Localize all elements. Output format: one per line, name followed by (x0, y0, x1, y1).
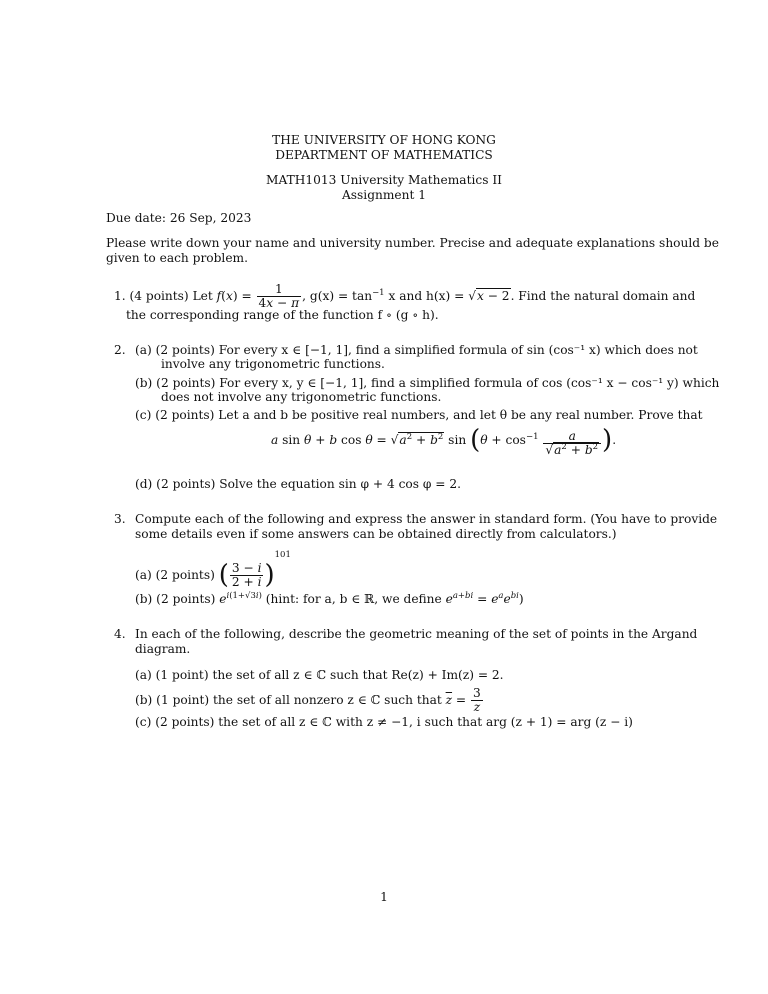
question-2b-line-1: (b) (2 points) For every x, y ∈ [−1, 1], find a simplified formula of cos (cos⁻¹ x − cos⁻¹ y) which (135, 376, 720, 390)
university-name: THE UNIVERSITY OF HONG KONG (272, 133, 496, 147)
question-3a: (a) (2 points) ( $\frac{3 - i}{2 + i}$ )$^{101}$ (135, 550, 291, 590)
question-1-g-def: , g(x) = tan (302, 289, 373, 303)
question-3-line-1: Compute each of the following and express the answer in standard form. (You have to provide (135, 512, 718, 526)
question-3a-exponent: 101 (274, 550, 291, 560)
instructions-line-1: Please write down your name and university number. Precise and adequate explanations should be (106, 236, 719, 250)
question-3-number: 3. (114, 512, 126, 526)
question-2a-line-1: (a) (2 points) For every x ∈ [−1, 1], find a simplified formula of sin (cos⁻¹ x) which does not (135, 343, 698, 357)
department-name: DEPARTMENT OF MATHEMATICS (275, 148, 493, 162)
question-4-number: 4. (114, 627, 126, 641)
question-2d-line: (d) (2 points) Solve the equation sin φ + 4 cos φ = 2. (135, 477, 462, 491)
question-3b-label: (b) (2 points) (135, 592, 216, 606)
question-4-line-2: diagram. (135, 642, 191, 656)
assignment-title: Assignment 1 (341, 188, 426, 202)
instructions-line-2: given to each problem. (106, 251, 248, 265)
question-1-line-1: 1. (4 points) Let f(x) = $\frac{1}{4x - \pi}$ , $g(x) = \tan^{-1} x$ and h(x) = √x − 2. Find the natural domain and (114, 282, 696, 310)
question-2b-line-2: does not involve any trigonometric functions. (161, 390, 442, 404)
question-2-number: 2. (114, 343, 126, 357)
question-4-line-1: In each of the following, describe the geometric meaning of the set of points in the Argand (135, 627, 698, 641)
question-2a-line-2: involve any trigonometric functions. (161, 357, 385, 371)
page-number: 1 (380, 890, 388, 904)
question-3-line-2: some details even if some answers can be obtained directly from calculators.) (135, 527, 617, 541)
question-1-tail: . Find the natural domain and (510, 289, 696, 303)
due-date: Due date: 26 Sep, 2023 (106, 211, 252, 225)
question-4b: (b) (1 point) the set of all nonzero z ∈ ℂ such that $\overline{z}$ = $\frac{3}{z}$ (135, 686, 481, 714)
course-title: MATH1013 University Mathematics II (266, 173, 502, 187)
question-2c-line-1: (c) (2 points) Let a and b be positive real numbers, and let θ be any real number. Prove that (135, 408, 703, 422)
question-1-line-2: the corresponding range of the function f ∘ (g ∘ h). (126, 308, 439, 322)
question-1-points: (4 points) Let (129, 289, 213, 303)
question-4b-text: (b) (1 point) the set of all nonzero z ∈ ℂ such that (135, 693, 442, 707)
question-4a: (a) (1 point) the set of all z ∈ ℂ such that Re(z) + Im(z) = 2. (135, 668, 504, 682)
question-3b: (b) (2 points) $e^{i(1+√3i)}$ (hint: for a, b ∈ ℝ, we define $e^{a+bi} = e^ae^{bi}$) (135, 590, 524, 606)
question-4c: (c) (2 points) the set of all z ∈ ℂ with z ≠ −1, i such that arg (z + 1) = arg (z − i) (135, 715, 633, 729)
question-2c-equation: a sin θ + b $\cos \theta = √a^2 + b^2$ $\sin (\theta + \cos^{-1}$ $\frac{a}{√a^2 + b^2}$ ). (271, 425, 617, 457)
question-1-number: 1. (114, 289, 126, 303)
question-3b-hint: (hint: for a, b ∈ ℝ, we define (265, 592, 442, 606)
question-3a-label: (a) (2 points) (135, 568, 215, 582)
question-1-h-def: x and h(x) = (388, 289, 465, 303)
